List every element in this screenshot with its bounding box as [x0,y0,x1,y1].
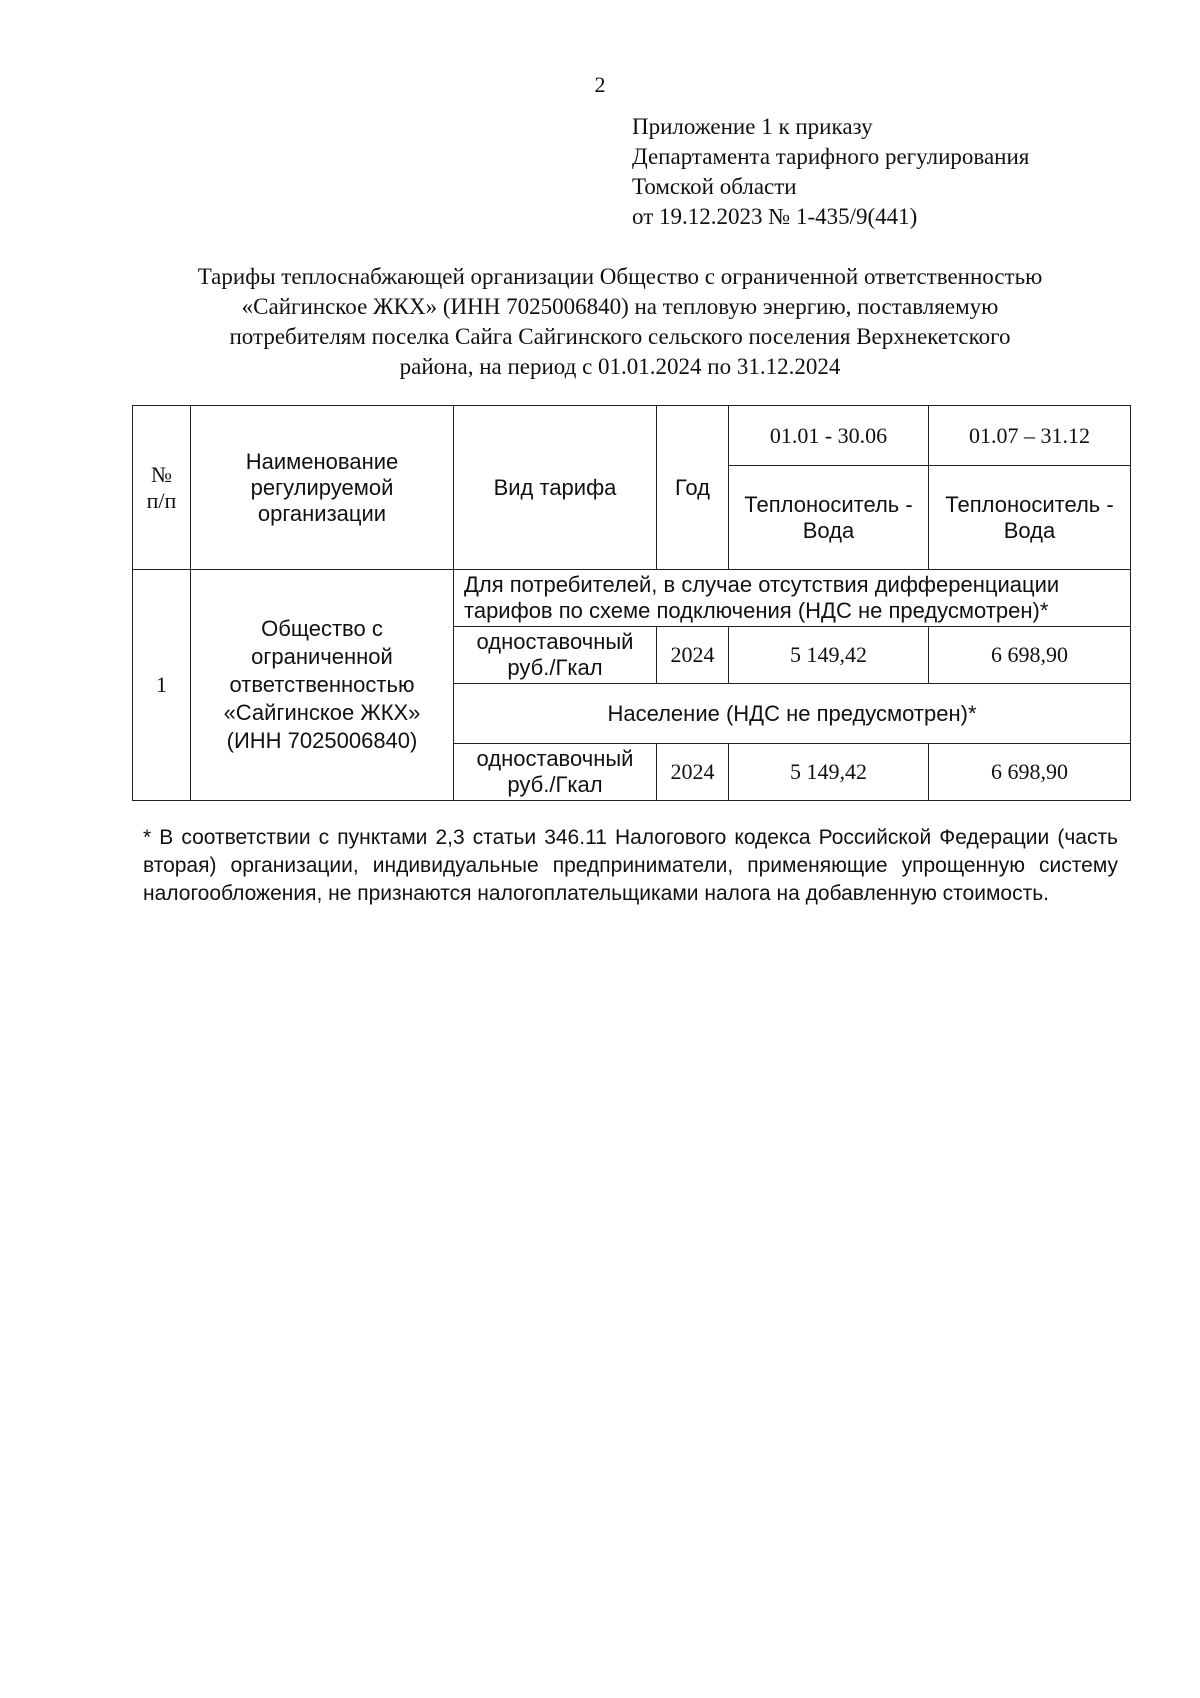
tariff-type-cell [454,744,657,801]
header-carrier-line: Теплоноситель - [945,491,1114,517]
title-line: потребителям поселка Сайга Сайгинского сельского поселения Верхнекетского [229,324,1011,349]
header-org-line: регулируемой [250,474,394,500]
header-year: Год [657,406,729,570]
org-line: ограниченной [251,644,393,669]
header-org-line: Наименование [245,448,399,474]
org-line: Общество с [261,616,383,641]
org-line: ответственностью [229,672,415,697]
header-carrier-line: Теплоноситель - [744,491,913,517]
footnote: * В соответствии с пунктами 2,3 статьи 346.11 Налогового кодекса Российской Федерации (часть вторая) организации, индивидуальные предприниматели, применяющие упрощенную систему налогообложения, не признаются налогоплательщиками налога на добавленную стоимость. [143,826,1118,905]
document-title [120,262,1120,382]
row-number: 1 [133,570,191,801]
header-carrier-line: Вода [802,517,855,543]
title-line: Тарифы теплоснабжающей организации Общество с ограниченной ответственностью [197,264,1043,289]
header-number-line: № [151,461,172,487]
org-line: «Сайгинское ЖКХ» [223,700,421,725]
header-carrier-line: Вода [1003,517,1056,543]
tariff-type-line: руб./Гкал [507,655,603,680]
tariff-value-period-1: 5 149,42 [729,744,929,801]
consumer-group-population: Население (НДС не предусмотрен)* [454,684,1131,744]
title-line: района, на период с 01.01.2024 по 31.12.2024 [399,354,841,379]
tariff-type-line: руб./Гкал [507,772,603,797]
appendix-line: от 19.12.2023 № 1-435/9(441) [632,204,918,229]
tariff-type-cell [454,627,657,684]
consumer-group-general [454,570,1131,627]
header-period-1: 01.01 - 30.06 [729,406,929,466]
organization-name [191,570,454,801]
header-org-line: организации [257,500,387,526]
year-cell: 2024 [657,627,729,684]
tariff-value-period-2: 6 698,90 [929,627,1131,684]
tariff-table [132,405,1131,801]
appendix-line: Томской области [632,174,797,199]
table-header-row [133,406,1131,466]
page-number: 2 [594,72,606,97]
header-period-2: 01.07 – 31.12 [929,406,1131,466]
group-label-line: Для потребителей, в случае отсутствия дифференциации [464,572,1060,597]
group-label-line: тарифов по схеме подключения (НДС не предусмотрен)* [464,598,1049,623]
tariff-value-period-1: 5 149,42 [729,627,929,684]
header-organization [191,406,454,570]
appendix-reference [632,112,1029,232]
header-number [133,406,191,570]
year-cell: 2024 [657,744,729,801]
header-tariff-type: Вид тарифа [454,406,657,570]
org-line: (ИНН 7025006840) [226,728,418,753]
table-row [133,570,1131,627]
appendix-line: Приложение 1 к приказу [632,114,873,139]
tariff-type-line: одноставочный [476,629,634,654]
header-carrier-2 [929,466,1131,570]
tariff-type-line: одноставочный [476,746,634,771]
title-line: «Сайгинское ЖКХ» (ИНН 7025006840) на тепловую энергию, поставляемую [241,294,999,319]
header-carrier-1 [729,466,929,570]
appendix-line: Департамента тарифного регулирования [632,144,1030,169]
header-number-line: п/п [146,487,177,513]
tariff-value-period-2: 6 698,90 [929,744,1131,801]
